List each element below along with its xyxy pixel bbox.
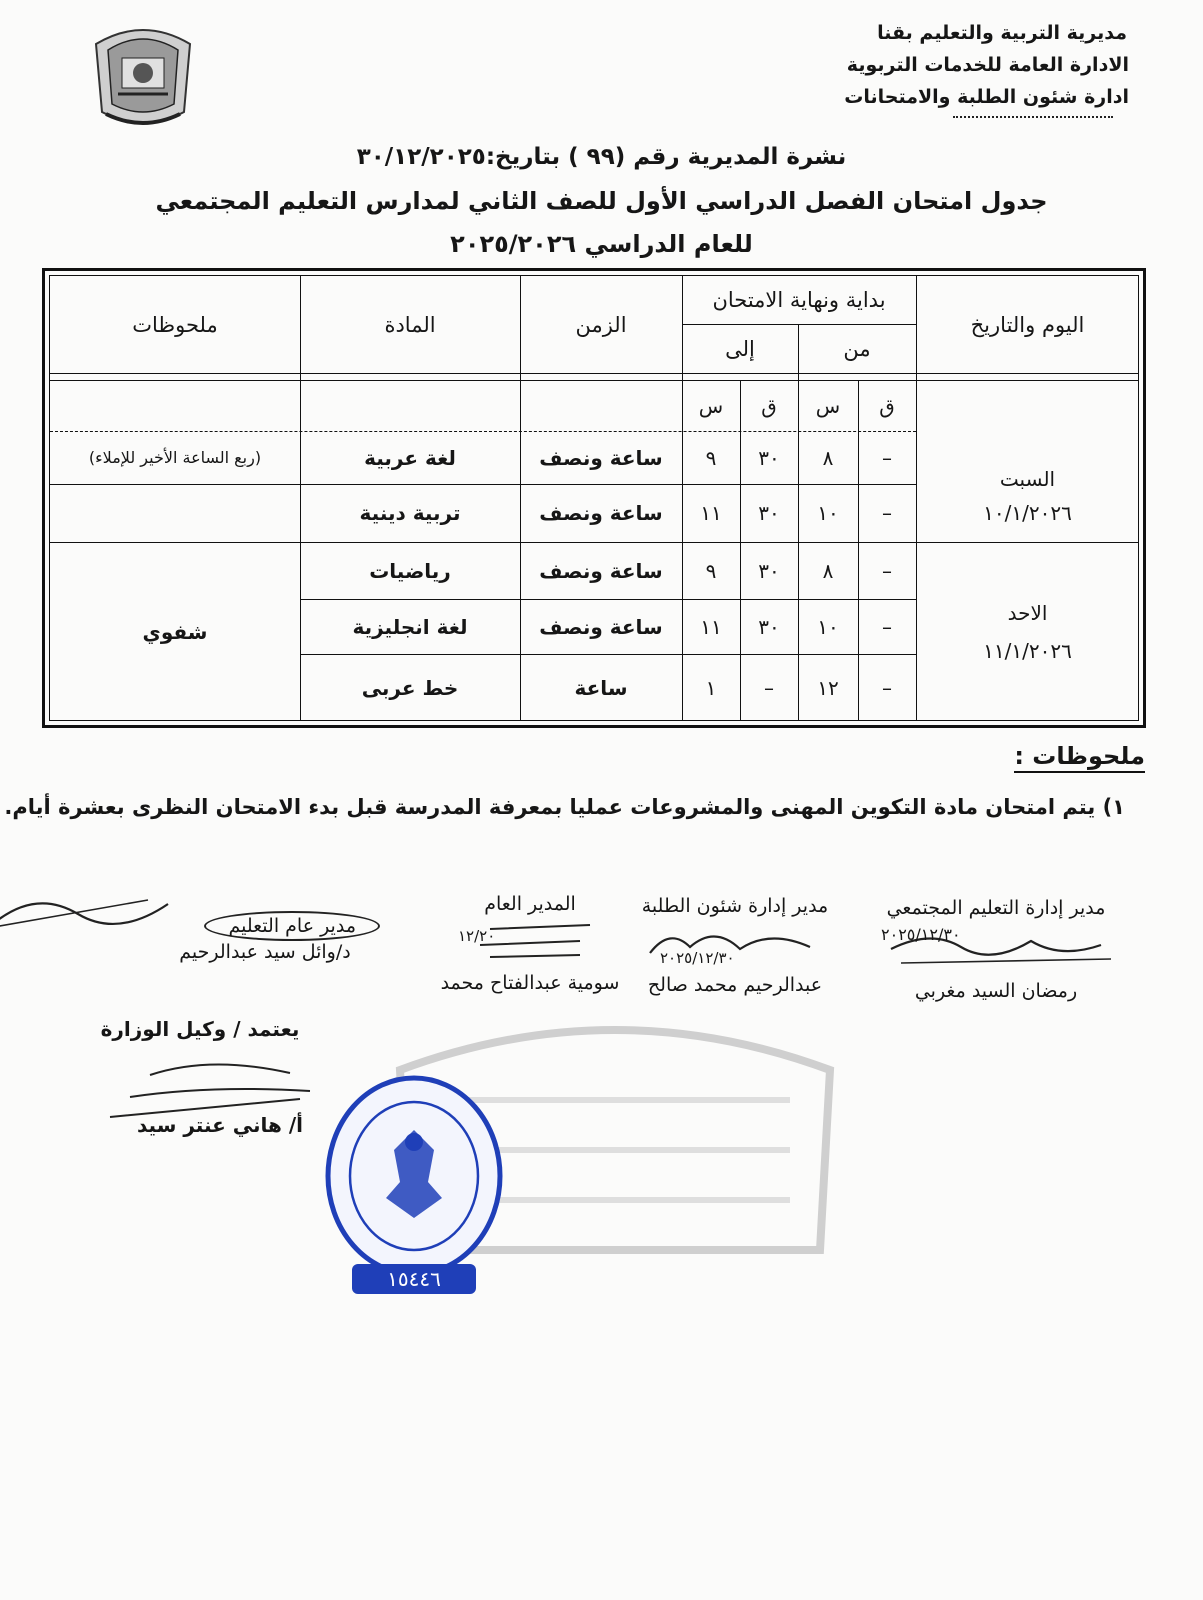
from-hour: ٨	[822, 445, 834, 470]
from-minute: –	[882, 501, 892, 525]
signature-student-affairs	[620, 895, 850, 996]
to-hour: ٩	[705, 558, 717, 583]
notes-title: ملحوظات :	[1014, 742, 1145, 773]
header-general-administration: الادارة العامة للخدمات التربوية	[846, 54, 1129, 76]
day-name: الاحد	[1007, 600, 1048, 625]
directorate-emblem-logo	[88, 14, 198, 134]
handwritten-signature-scribble	[0, 880, 198, 932]
from-hour: ١٢	[817, 675, 839, 700]
subject: لغة انجليزية	[352, 614, 468, 639]
to-hour: ١	[705, 675, 717, 700]
from-hour: ٨	[822, 558, 834, 583]
unit-from-minute: ق	[879, 393, 895, 418]
to-minute: ٣٠	[758, 501, 780, 525]
duration: ساعة ونصف	[539, 501, 663, 525]
row-note: (ربع الساعة الأخير للإملاء)	[88, 448, 262, 467]
academic-year-title: للعام الدراسي ٢٠٢٥/٢٠٢٦	[450, 230, 753, 258]
handwritten-signature-scribble	[620, 917, 850, 969]
day-sunday-cell	[916, 542, 1139, 721]
header-start-end: بداية ونهاية الامتحان	[712, 288, 886, 312]
day-date: ١١/١/٢٠٢٦	[983, 638, 1072, 663]
from-hour: ١٠	[817, 614, 839, 639]
header-day-date: اليوم والتاريخ	[970, 312, 1085, 337]
signature-education-director	[150, 880, 380, 963]
signature-general-manager	[430, 893, 630, 994]
to-minute: ٣٠	[758, 558, 780, 583]
duration: ساعة ونصف	[539, 558, 663, 583]
duration: ساعة ونصف	[539, 445, 663, 470]
day-saturday-cell	[916, 380, 1139, 542]
header-subject: المادة	[384, 312, 436, 337]
to-minute: ٣٠	[758, 614, 780, 639]
header-duration: الزمن	[575, 312, 627, 337]
approval-name: أ/ هاني عنتر سيد	[137, 1113, 303, 1137]
note-item: ١) يتم امتحان مادة التكوين المهنى والمشروعات عمليا بمعرفة المدرسة قبل بدء الامتحان النظرى بعشرة أيام.	[4, 795, 1125, 819]
from-minute: –	[882, 558, 892, 583]
signature-name: سومية عبدالفتاح محمد	[440, 972, 620, 994]
subject: تربية دينية	[359, 501, 461, 525]
day-date: ١٠/١/٢٠٢٦	[983, 501, 1072, 525]
to-hour: ١١	[700, 501, 722, 525]
to-hour: ٩	[705, 445, 717, 470]
duration: ساعة ونصف	[539, 614, 663, 639]
header-from: من	[843, 336, 871, 361]
signature-role: المدير العام	[484, 893, 576, 915]
header-notes: ملحوظات	[132, 312, 218, 337]
from-minute: –	[882, 675, 892, 700]
signature-role: مدير إدارة شئون الطلبة	[641, 895, 829, 917]
day-name: السبت	[999, 467, 1056, 491]
to-hour: ١١	[700, 614, 722, 639]
signature-community-education	[871, 897, 1121, 1002]
schedule-title: جدول امتحان الفصل الدراسي الأول للصف الثاني لمدارس التعليم المجتمعي	[155, 187, 1048, 215]
bulletin-title: نشرة المديرية رقم (٩٩ ) بتاريخ:٣٠/١٢/٢٠٢٥	[356, 144, 847, 170]
unit-to-hour: س	[698, 393, 724, 418]
header-to: إلى	[725, 336, 755, 361]
signature-name: عبدالرحيم محمد صالح	[647, 974, 823, 996]
header-exams-administration: ادارة شئون الطلبة والامتحانات	[844, 86, 1129, 108]
signature-date: ٢٠٢٥/١٢/٣٠	[660, 949, 735, 967]
signature-role: مدير إدارة التعليم المجتمعي	[886, 897, 1106, 919]
to-minute: ٣٠	[758, 445, 780, 470]
approval-title: يعتمد / وكيل الوزارة	[100, 1017, 300, 1041]
unit-from-hour: س	[815, 393, 841, 418]
from-minute: –	[882, 445, 892, 470]
signature-name: رمضان السيد مغربي	[914, 980, 1078, 1002]
subject: خط عربى	[361, 675, 459, 700]
from-minute: –	[882, 614, 892, 639]
unit-to-minute: ق	[761, 393, 777, 418]
exam-schedule-table	[42, 268, 1146, 728]
duration: ساعة	[574, 675, 628, 700]
signature-role: مدير عام التعليم	[204, 911, 380, 941]
header-directorate: مديرية التربية والتعليم بقنا	[877, 22, 1127, 44]
signature-name: د/وائل سيد عبدالرحيم	[179, 941, 351, 963]
sunday-oral-note: شفوي	[142, 619, 208, 644]
to-minute: –	[764, 675, 774, 700]
header-underline	[953, 116, 1113, 118]
official-stamp	[322, 1072, 506, 1300]
subject: لغة عربية	[364, 445, 456, 470]
from-hour: ١٠	[817, 501, 839, 525]
subject: رياضيات	[369, 558, 451, 583]
signature-date: ١٢/٢٠	[458, 927, 496, 945]
signature-date: ٢٠٢٥/١٢/٣٠	[881, 925, 961, 944]
stamp-number: ١٥٤٤٦	[387, 1267, 441, 1291]
